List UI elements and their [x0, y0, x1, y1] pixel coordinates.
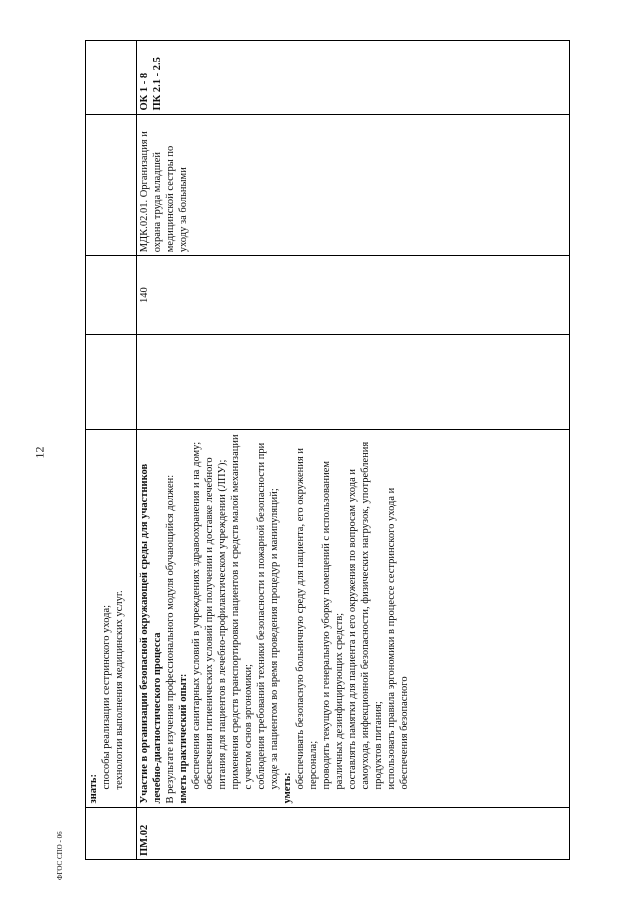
- skill-item: составлять памятки для пациента и его окружения по вопросам ухода и самоухода, инфекционной безопасности, физических нагрузок, употребления продуктов питания;: [347, 441, 384, 790]
- cell-empty: [86, 256, 137, 335]
- cell-empty: [86, 335, 137, 429]
- module-intro: В результате изучения профессионального модуля обучающийся должен:: [165, 474, 176, 804]
- competency-ok: ОК 1 - 8: [139, 72, 150, 111]
- cell-code-empty: [86, 807, 137, 859]
- skill-item: использовать правила эргономики в процессе сестринского ухода и обеспечения безопасного: [386, 487, 410, 790]
- module-mdk: МДК.02.01. Организация и охрана труда младшей медицинской сестры по уходу за больными: [137, 114, 570, 256]
- rotated-table-wrapper: [85, 40, 587, 860]
- experience-item: обеспечения санитарных условий в учреждениях здравоохранения и на дому;: [191, 441, 202, 790]
- knowledge-heading: знать:: [88, 774, 99, 804]
- knowledge-item: технологии выполнения медицинских услуг.: [114, 590, 125, 790]
- module-competencies: [137, 41, 570, 115]
- experience-item: соблюдения требований техники безопасности и пожарной безопасности при уходе за пациентом во время проведения процедур и манипуляций;: [256, 442, 280, 790]
- cell-empty: [86, 41, 137, 115]
- experience-item: применения средств транспортировки пациентов и средств малой механизации с учетом основ эргономики;: [230, 434, 254, 790]
- cell-empty: [137, 335, 570, 429]
- curriculum-table: [85, 40, 570, 860]
- module-title: Участие в организации безопасной окружающей среды для участников лечебно-диагностического процесса: [139, 463, 163, 804]
- footer-code: ФГОС СПО - 06: [56, 831, 64, 880]
- module-code: ПМ.02: [137, 807, 570, 859]
- module-hours: 140: [137, 256, 570, 335]
- module-description: [137, 429, 570, 807]
- skills-heading: уметь:: [282, 772, 293, 804]
- table-row-knowledge: [86, 41, 137, 860]
- cell-empty: [86, 114, 137, 256]
- table-row-module: [137, 41, 570, 860]
- knowledge-item: способы реализации сестринского ухода;: [101, 604, 112, 790]
- cell-knowledge: [86, 429, 137, 807]
- competency-pk: ПК 2.1 - 2.5: [152, 57, 163, 111]
- skill-item: обеспечивать безопасную больничную среду для пациента, его окружения и персонала;: [295, 448, 319, 790]
- skill-item: проводить текущую и генеральную уборку помещений с использованием различных дезинфицирующих средств;: [321, 460, 345, 790]
- experience-heading: иметь практический опыт:: [178, 673, 189, 804]
- experience-item: обеспечения гигиенических условий при получении и доставке лечебного питания для пациентов в лечебно-профилактическом учреждении (ЛПУ);: [204, 457, 228, 790]
- page-number: 12: [32, 446, 47, 459]
